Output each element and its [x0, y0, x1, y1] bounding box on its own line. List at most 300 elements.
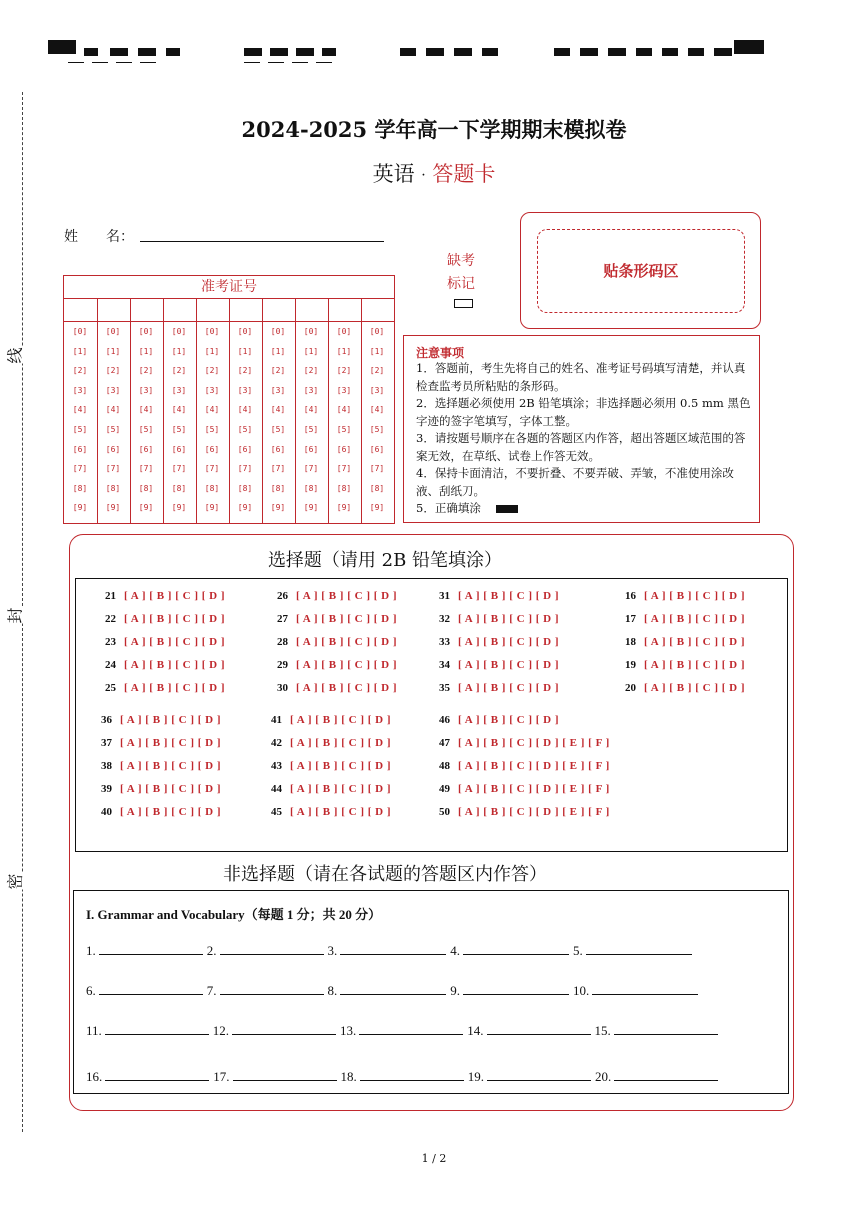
admission-digit-bubble[interactable]: [8]: [72, 483, 88, 493]
question-number: 46: [439, 714, 450, 726]
choice-question-row[interactable]: [610, 590, 745, 602]
fill-number: 20.: [595, 1069, 612, 1084]
admission-digit-bubble[interactable]: [7]: [237, 464, 253, 474]
admission-digit-bubble[interactable]: [2]: [369, 366, 385, 376]
answer-options[interactable]: [ A ] [ B ] [ C ] [ D ]: [296, 636, 398, 648]
fill-item: [341, 1068, 468, 1085]
fill-blank[interactable]: [99, 982, 203, 995]
admission-digit-bubble[interactable]: [4]: [204, 405, 220, 415]
admission-digit-bubble[interactable]: [1]: [237, 346, 253, 356]
answer-options[interactable]: [ A ] [ B ] [ C ] [ D ]: [644, 636, 746, 648]
fill-row: [86, 982, 702, 999]
admission-digit-bubble[interactable]: [0]: [138, 327, 154, 336]
choice-question-row[interactable]: [424, 783, 610, 795]
admission-grid: [63, 275, 395, 524]
admission-digit-bubble[interactable]: [4]: [105, 405, 121, 415]
admission-digit-bubble[interactable]: [9]: [105, 503, 121, 513]
admission-digit-bubble[interactable]: [2]: [138, 366, 154, 376]
admission-digit-bubble[interactable]: [5]: [336, 424, 352, 434]
fill-blank[interactable]: [359, 1022, 463, 1035]
fill-item: [573, 982, 702, 999]
admission-digit-bubble[interactable]: [4]: [72, 405, 88, 415]
admission-digit-bubble[interactable]: [8]: [270, 483, 286, 493]
admission-digit-bubble[interactable]: [3]: [204, 385, 220, 395]
admission-digit-bubble[interactable]: [8]: [369, 483, 385, 493]
admission-digit-bubble[interactable]: [6]: [204, 444, 220, 454]
admission-digit-bubble[interactable]: [7]: [336, 464, 352, 474]
admission-digit-bubble[interactable]: [2]: [270, 366, 286, 376]
choice-question-row[interactable]: [424, 737, 610, 749]
answer-options[interactable]: [ A ] [ B ] [ C ] [ D ]: [644, 613, 746, 625]
fill-number: 2.: [206, 943, 217, 958]
fill-number: 4.: [450, 943, 460, 958]
admission-digit-bubble[interactable]: [1]: [138, 346, 154, 356]
admission-digit-bubble[interactable]: [3]: [270, 385, 286, 395]
fill-number: 10.: [573, 983, 590, 998]
question-number: 39: [101, 783, 112, 795]
fill-item: [86, 1022, 213, 1039]
answer-options[interactable]: [ A ] [ B ] [ C ] [ D ]: [290, 806, 392, 818]
admission-digit-bubble[interactable]: [2]: [237, 366, 253, 376]
choice-question-row[interactable]: [256, 737, 391, 749]
question-number: 19: [625, 659, 636, 671]
admission-digit-bubble[interactable]: [5]: [171, 424, 187, 434]
choice-question-row[interactable]: [90, 613, 225, 625]
answer-options[interactable]: [ A ] [ B ] [ C ] [ D ]: [124, 613, 226, 625]
question-number: 29: [277, 659, 288, 671]
choice-question-row[interactable]: [86, 806, 221, 818]
fill-item: [86, 1068, 213, 1085]
choice-question-row[interactable]: [424, 806, 610, 818]
answer-options[interactable]: [ A ] [ B ] [ C ] [ D ]: [296, 613, 398, 625]
admission-digit-bubble[interactable]: [0]: [270, 327, 286, 336]
answer-options[interactable]: [ A ] [ B ] [ C ] [ D ] [ E ] [ F ]: [458, 760, 610, 772]
choice-question-row[interactable]: [90, 590, 225, 602]
question-number: 43: [271, 760, 282, 772]
subtitle-card: 答题卡: [432, 162, 496, 186]
choice-question-row[interactable]: [262, 613, 397, 625]
admission-digit-bubble[interactable]: [1]: [369, 346, 385, 356]
answer-options[interactable]: [ A ] [ B ] [ C ] [ D ]: [124, 636, 226, 648]
choice-question-row[interactable]: [90, 636, 225, 648]
choice-question-row[interactable]: [424, 636, 559, 648]
note-item: 3．请按题号顺序在各题的答题区内作答，超出答题区域范围的答案无效，在草纸、试卷上作答无效。: [416, 431, 746, 463]
admission-digit-bubble[interactable]: [5]: [204, 424, 220, 434]
notes-title: 注意事项: [416, 346, 465, 360]
notes-list: [416, 360, 752, 518]
notes-box: [403, 335, 760, 523]
fill-row: [86, 1022, 722, 1039]
admission-digit-column: [97, 322, 129, 518]
fill-number: 12.: [212, 1023, 230, 1038]
question-number: 32: [439, 613, 450, 625]
fill-item: [450, 982, 573, 999]
choice-question-row[interactable]: [262, 659, 397, 671]
fill-number: 7.: [206, 983, 217, 998]
admission-digit-bubble[interactable]: [8]: [336, 483, 352, 493]
admission-digit-bubble[interactable]: [0]: [171, 327, 187, 336]
choice-question-row[interactable]: [256, 714, 391, 726]
subtitle-dot: ·: [421, 167, 426, 184]
admission-digit-bubble[interactable]: [9]: [270, 503, 286, 513]
admission-digit-bubble[interactable]: [6]: [369, 444, 385, 454]
answer-options[interactable]: [ A ] [ B ] [ C ] [ D ]: [290, 737, 392, 749]
fill-item: [213, 1068, 340, 1085]
admission-digit-bubble[interactable]: [7]: [105, 464, 121, 474]
fill-number: 6.: [86, 983, 96, 998]
admission-digit-bubble[interactable]: [3]: [369, 385, 385, 395]
choice-question-row[interactable]: [256, 806, 391, 818]
answer-options[interactable]: [ A ] [ B ] [ C ] [ D ]: [124, 682, 226, 694]
choice-question-row[interactable]: [90, 682, 225, 694]
answer-options[interactable]: [ A ] [ B ] [ C ] [ D ]: [458, 714, 560, 726]
admission-digit-bubble[interactable]: [2]: [204, 366, 220, 376]
admission-digit-bubble[interactable]: [6]: [171, 444, 187, 454]
admission-digit-bubble[interactable]: [3]: [138, 385, 154, 395]
choice-question-row[interactable]: [424, 659, 559, 671]
admission-digit-bubble[interactable]: [9]: [336, 503, 352, 513]
admission-digit-bubble[interactable]: [6]: [237, 444, 253, 454]
answer-options[interactable]: [ A ] [ B ] [ C ] [ D ] [ E ] [ F ]: [458, 783, 610, 795]
question-number: 22: [105, 613, 116, 625]
admission-digit-bubble[interactable]: [0]: [336, 327, 352, 336]
fill-blank[interactable]: [99, 942, 203, 955]
choice-question-row[interactable]: [610, 613, 745, 625]
admission-digit-bubble[interactable]: [6]: [138, 444, 154, 454]
fill-item: [467, 1022, 594, 1039]
admission-digit-bubble[interactable]: [5]: [303, 424, 319, 434]
fill-item: [340, 1022, 467, 1039]
admission-digit-bubble[interactable]: [6]: [336, 444, 352, 454]
fill-number: 15.: [594, 1023, 611, 1038]
fill-item: [328, 982, 451, 999]
admission-digit-bubble[interactable]: [7]: [369, 464, 385, 474]
absence-label: [440, 250, 482, 296]
admission-digit-bubble[interactable]: [4]: [138, 405, 154, 415]
answer-options[interactable]: [ A ] [ B ] [ C ] [ D ]: [458, 613, 560, 625]
admission-digit-bubble[interactable]: [9]: [72, 503, 88, 513]
fill-number: 16.: [86, 1069, 103, 1084]
answer-options[interactable]: [ A ] [ B ] [ C ] [ D ]: [120, 714, 222, 726]
question-number: 27: [277, 613, 288, 625]
answer-options[interactable]: [ A ] [ B ] [ C ] [ D ]: [458, 636, 560, 648]
admission-digit-bubble[interactable]: [6]: [270, 444, 286, 454]
admission-digit-bubble[interactable]: [1]: [171, 346, 187, 356]
fill-blank[interactable]: [220, 982, 324, 995]
admission-digit-bubble[interactable]: [9]: [303, 503, 319, 513]
choice-title: 选择题（请用 2B 铅笔填涂）: [267, 550, 503, 571]
choice-question-row[interactable]: [86, 737, 221, 749]
admission-digit-bubble[interactable]: [4]: [369, 405, 385, 415]
fill-number: 8.: [327, 983, 338, 998]
question-number: 44: [271, 783, 282, 795]
admission-digit-bubble[interactable]: [3]: [336, 385, 352, 395]
question-number: 23: [105, 636, 116, 648]
admission-digit-column: [130, 322, 162, 518]
admission-digit-bubble[interactable]: [2]: [105, 366, 121, 376]
question-number: 37: [101, 737, 112, 749]
admission-digit-bubble[interactable]: [1]: [270, 346, 286, 356]
question-number: 45: [271, 806, 282, 818]
question-number: 18: [625, 636, 636, 648]
fill-row: [86, 1068, 722, 1085]
admission-digit-bubble[interactable]: [5]: [270, 424, 286, 434]
name-field[interactable]: [140, 240, 384, 242]
answer-options[interactable]: [ A ] [ B ] [ C ] [ D ]: [120, 760, 222, 772]
answer-options[interactable]: [ A ] [ B ] [ C ] [ D ]: [644, 682, 746, 694]
question-number: 50: [439, 806, 450, 818]
admission-digit-bubble[interactable]: [6]: [105, 444, 121, 454]
admission-digit-bubble[interactable]: [8]: [171, 483, 187, 493]
answer-options[interactable]: [ A ] [ B ] [ C ] [ D ]: [296, 682, 398, 694]
admission-digit-bubble[interactable]: [0]: [105, 327, 121, 336]
admission-digit-bubble[interactable]: [3]: [237, 385, 253, 395]
question-number: 24: [105, 659, 116, 671]
absence-label-line1: 缺考: [447, 253, 475, 269]
choice-question-row[interactable]: [262, 682, 397, 694]
fill-item: [86, 942, 207, 959]
admission-digit-bubble[interactable]: [4]: [336, 405, 352, 415]
choice-question-row[interactable]: [90, 659, 225, 671]
answer-options[interactable]: [ A ] [ B ] [ C ] [ D ]: [296, 590, 398, 602]
fill-blank[interactable]: [614, 1022, 718, 1035]
choice-question-row[interactable]: [262, 590, 397, 602]
fill-number: 17.: [213, 1069, 230, 1084]
answer-options[interactable]: [ A ] [ B ] [ C ] [ D ]: [120, 737, 222, 749]
admission-digit-bubble[interactable]: [3]: [105, 385, 121, 395]
question-number: 17: [625, 613, 636, 625]
admission-digit-bubble[interactable]: [5]: [138, 424, 154, 434]
fill-number: 14.: [467, 1023, 484, 1038]
choice-question-row[interactable]: [86, 783, 221, 795]
admission-digit-bubble[interactable]: [5]: [369, 424, 385, 434]
admission-digit-bubble[interactable]: [6]: [72, 444, 88, 454]
choice-question-row[interactable]: [610, 682, 745, 694]
question-number: 31: [439, 590, 450, 602]
question-number: 49: [439, 783, 450, 795]
admission-digit-bubble[interactable]: [0]: [369, 327, 385, 336]
choice-question-row[interactable]: [256, 783, 391, 795]
fill-row: [86, 942, 696, 959]
answer-options[interactable]: [ A ] [ B ] [ C ] [ D ]: [644, 590, 746, 602]
admission-columns: [64, 276, 394, 523]
answer-options[interactable]: [ A ] [ B ] [ C ] [ D ]: [124, 590, 226, 602]
fill-number: 1.: [86, 943, 96, 958]
choice-question-row[interactable]: [86, 760, 221, 772]
fill-item: [207, 982, 328, 999]
admission-digit-column: [328, 322, 360, 518]
answer-options[interactable]: [ A ] [ B ] [ C ] [ D ]: [296, 659, 398, 671]
choice-question-row[interactable]: [424, 714, 559, 726]
fill-blank[interactable]: [487, 1068, 591, 1081]
admission-digit-bubble[interactable]: [1]: [204, 346, 220, 356]
answer-options[interactable]: [ A ] [ B ] [ C ] [ D ] [ E ] [ F ]: [458, 806, 610, 818]
answer-options[interactable]: [ A ] [ B ] [ C ] [ D ]: [644, 659, 746, 671]
admission-digit-column: [262, 322, 294, 518]
fill-blank[interactable]: [463, 982, 569, 995]
admission-digit-bubble[interactable]: [4]: [171, 405, 187, 415]
answer-options[interactable]: [ A ] [ B ] [ C ] [ D ]: [290, 783, 392, 795]
admission-digit-bubble[interactable]: [0]: [303, 327, 319, 336]
admission-digit-bubble[interactable]: [7]: [204, 464, 220, 474]
admission-digit-bubble[interactable]: [8]: [105, 483, 121, 493]
admission-digit-bubble[interactable]: [1]: [105, 346, 121, 356]
admission-digit-bubble[interactable]: [8]: [138, 483, 154, 493]
admission-title: 准考证号: [64, 276, 394, 299]
fill-blank[interactable]: [340, 982, 446, 995]
page-number: 1 / 2: [421, 1152, 447, 1165]
admission-digit-bubble[interactable]: [7]: [72, 464, 88, 474]
answer-options[interactable]: [ A ] [ B ] [ C ] [ D ]: [458, 659, 560, 671]
fill-blank[interactable]: [463, 942, 569, 955]
choice-question-row[interactable]: [424, 590, 559, 602]
admission-digit-bubble[interactable]: [8]: [237, 483, 253, 493]
choice-question-row[interactable]: [610, 659, 745, 671]
choice-question-row[interactable]: [610, 636, 745, 648]
fill-item: [595, 1022, 722, 1039]
choice-question-row[interactable]: [256, 760, 391, 772]
admission-digit-bubble[interactable]: [0]: [72, 327, 88, 336]
admission-digit-bubble[interactable]: [0]: [204, 327, 220, 336]
question-number: 25: [105, 682, 116, 694]
fill-number: 3.: [327, 943, 338, 958]
admission-digit-bubble[interactable]: [4]: [270, 405, 286, 415]
page-title: 2024-2025 学年高一下学期期末模拟卷: [241, 117, 627, 142]
fill-blank[interactable]: [105, 1022, 209, 1035]
fill-blank[interactable]: [232, 1022, 336, 1035]
admission-digit-bubble[interactable]: [4]: [237, 405, 253, 415]
admission-digit-bubble[interactable]: [5]: [105, 424, 121, 434]
grammar-title: I. Grammar and Vocabulary（每题 1 分；共 20 分）: [86, 907, 382, 922]
admission-digit-column: [229, 322, 261, 518]
fill-blank[interactable]: [360, 1068, 464, 1081]
note-item: 1．答题前，考生先将自己的姓名、准考证号码填写清楚，并认真检查监考员所粘贴的条形码。: [416, 361, 746, 393]
admission-digit-bubble[interactable]: [8]: [204, 483, 220, 493]
fill-number: 9.: [450, 983, 460, 998]
fill-blank[interactable]: [105, 1068, 209, 1081]
admission-digit-bubble[interactable]: [7]: [303, 464, 319, 474]
admission-digit-bubble[interactable]: [3]: [171, 385, 187, 395]
admission-digit-bubble[interactable]: [2]: [72, 366, 88, 376]
question-number: 40: [101, 806, 112, 818]
admission-digit-bubble[interactable]: [6]: [303, 444, 319, 454]
fill-blank[interactable]: [233, 1068, 337, 1081]
absence-checkbox[interactable]: [454, 299, 473, 308]
admission-digit-bubble[interactable]: [1]: [336, 346, 352, 356]
fill-item: [328, 942, 451, 959]
admission-digit-bubble[interactable]: [2]: [171, 366, 187, 376]
admission-digit-bubble[interactable]: [0]: [237, 327, 253, 336]
answer-options[interactable]: [ A ] [ B ] [ C ] [ D ]: [458, 590, 560, 602]
page-subtitle: [0, 158, 868, 188]
admission-digit-bubble[interactable]: [9]: [237, 503, 253, 513]
absence-label-line2: 标记: [447, 276, 475, 292]
answer-options[interactable]: [ A ] [ B ] [ C ] [ D ]: [120, 806, 222, 818]
question-number: 41: [271, 714, 282, 726]
admission-digit-bubble[interactable]: [4]: [303, 405, 319, 415]
admission-digit-column: [64, 322, 96, 518]
choice-question-row[interactable]: [424, 760, 610, 772]
note-item: 2．选择题必须使用 2B 铅笔填涂；非选择题必须用 0.5 mm 黑色字迹的签字笔填写，字体工整。: [416, 396, 751, 428]
fill-blank[interactable]: [614, 1068, 718, 1081]
admission-digit-bubble[interactable]: [7]: [270, 464, 286, 474]
choice-question-row[interactable]: [424, 613, 559, 625]
question-number: 16: [625, 590, 636, 602]
fill-blank[interactable]: [487, 1022, 591, 1035]
fill-blank[interactable]: [592, 982, 698, 995]
admission-digit-bubble[interactable]: [3]: [72, 385, 88, 395]
question-number: 20: [625, 682, 636, 694]
answer-options[interactable]: [ A ] [ B ] [ C ] [ D ]: [120, 783, 222, 795]
choice-question-row[interactable]: [424, 682, 559, 694]
choice-question-row[interactable]: [86, 714, 221, 726]
admission-digit-bubble[interactable]: [9]: [369, 503, 385, 513]
name-label: 姓 名：: [64, 229, 134, 245]
choice-question-row[interactable]: [262, 636, 397, 648]
admission-digit-bubble[interactable]: [9]: [138, 503, 154, 513]
correct-fill-sample: [496, 505, 518, 513]
fill-item: [450, 942, 573, 959]
admission-digit-bubble[interactable]: [5]: [237, 424, 253, 434]
fill-item: [468, 1068, 595, 1085]
note-item: 4．保持卡面清洁，不要折叠、不要弄破、弄皱，不准使用涂改液、刮纸刀。: [416, 466, 734, 498]
question-number: 38: [101, 760, 112, 772]
admission-digit-bubble[interactable]: [2]: [303, 366, 319, 376]
fill-number: 19.: [467, 1069, 484, 1084]
binding-label-xian: 线: [0, 347, 30, 363]
subtitle-subject: 英语: [372, 162, 415, 186]
admission-digit-bubble[interactable]: [7]: [171, 464, 187, 474]
admission-digit-bubble[interactable]: [1]: [72, 346, 88, 356]
admission-digit-bubble[interactable]: [9]: [204, 503, 220, 513]
binding-label-mi: 密: [0, 873, 30, 889]
admission-digit-bubble[interactable]: [2]: [336, 366, 352, 376]
question-number: 21: [105, 590, 116, 602]
fill-item: [207, 942, 328, 959]
fill-item: [213, 1022, 340, 1039]
admission-digit-bubble[interactable]: [1]: [303, 346, 319, 356]
fill-blank[interactable]: [340, 942, 446, 955]
fill-number: 11.: [86, 1023, 102, 1038]
admission-digit-bubble[interactable]: [5]: [72, 424, 88, 434]
admission-digit-column: [163, 322, 195, 518]
question-number: 33: [439, 636, 450, 648]
fill-number: 5.: [573, 943, 583, 958]
admission-digit-column: [361, 322, 393, 518]
answer-options[interactable]: [ A ] [ B ] [ C ] [ D ]: [290, 760, 392, 772]
question-number: 36: [101, 714, 112, 726]
question-number: 35: [439, 682, 450, 694]
fill-blank[interactable]: [586, 942, 692, 955]
admission-digit-bubble[interactable]: [7]: [138, 464, 154, 474]
admission-digit-bubble[interactable]: [3]: [303, 385, 319, 395]
fill-item: [595, 1068, 722, 1085]
binding-label-feng: 封: [0, 607, 30, 623]
answer-options[interactable]: [ A ] [ B ] [ C ] [ D ]: [124, 659, 226, 671]
answer-options[interactable]: [ A ] [ B ] [ C ] [ D ]: [290, 714, 392, 726]
fill-blank[interactable]: [220, 942, 324, 955]
nonchoice-title: 非选择题（请在各试题的答题区内作答）: [223, 864, 547, 885]
note-item: [416, 500, 752, 518]
admission-digit-bubble[interactable]: [9]: [171, 503, 187, 513]
fill-item: [573, 942, 696, 959]
answer-options[interactable]: [ A ] [ B ] [ C ] [ D ]: [458, 682, 560, 694]
admission-digit-bubble[interactable]: [8]: [303, 483, 319, 493]
question-number: 26: [277, 590, 288, 602]
question-number: 28: [277, 636, 288, 648]
answer-options[interactable]: [ A ] [ B ] [ C ] [ D ] [ E ] [ F ]: [458, 737, 610, 749]
fill-item: [86, 982, 207, 999]
